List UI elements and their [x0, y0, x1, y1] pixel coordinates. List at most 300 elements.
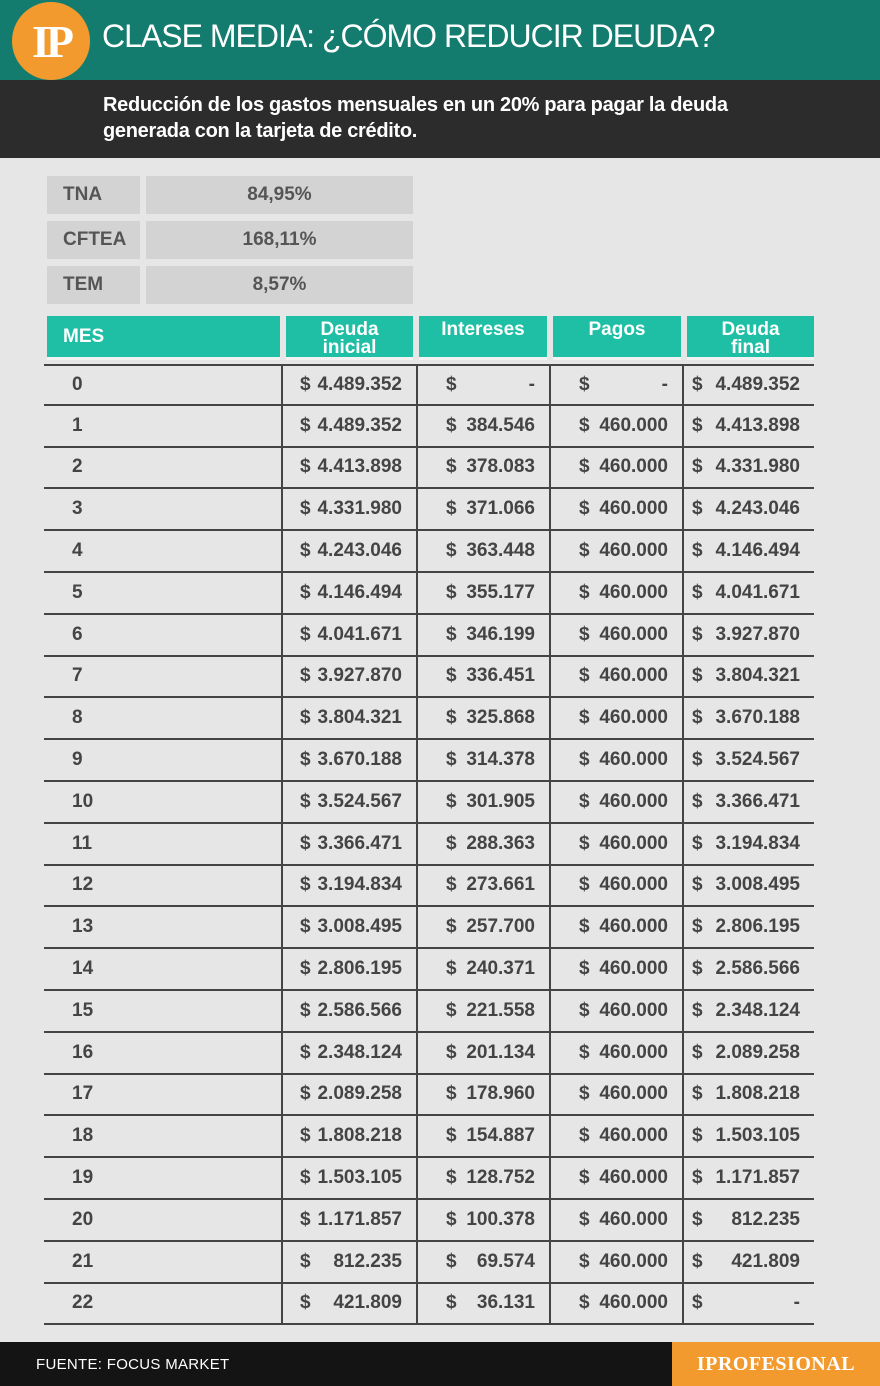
amount: 378.083	[466, 456, 535, 478]
deuda-inicial-cell	[281, 991, 416, 1031]
deuda-final-cell	[682, 657, 814, 697]
amount: 812.235	[333, 1250, 402, 1272]
mes-cell: 9	[72, 749, 83, 771]
table-row	[44, 1116, 814, 1158]
header-deuda-final: Deuda final	[687, 316, 814, 360]
table-row	[44, 782, 814, 824]
mes-cell: 0	[72, 373, 83, 395]
amount: 325.868	[466, 707, 535, 729]
pagos-cell	[549, 866, 682, 906]
table-row	[44, 1033, 814, 1075]
amount: 371.066	[466, 498, 535, 520]
header-pagos: Pagos	[553, 316, 681, 360]
amount: 4.146.494	[317, 581, 402, 603]
table-row	[44, 907, 814, 949]
currency-symbol: $	[579, 1083, 590, 1105]
currency-symbol: $	[300, 581, 311, 603]
amount: 2.586.566	[317, 999, 402, 1021]
currency-symbol: $	[300, 874, 311, 896]
deuda-final-cell	[682, 531, 814, 571]
currency-symbol: $	[579, 623, 590, 645]
deuda-final-cell	[682, 366, 814, 404]
amount: 69.574	[476, 1250, 535, 1272]
amount: 4.041.671	[317, 623, 402, 645]
amount: 36.131	[476, 1292, 535, 1314]
amount: 4.331.980	[317, 498, 402, 520]
currency-symbol: $	[300, 414, 311, 436]
amount: 2.089.258	[715, 1041, 800, 1063]
currency-symbol: $	[300, 498, 311, 520]
currency-symbol: $	[579, 1250, 590, 1272]
subtitle-bar	[0, 80, 880, 158]
currency-symbol: $	[692, 581, 703, 603]
table-row	[44, 1075, 814, 1117]
currency-symbol: $	[300, 623, 311, 645]
deuda-inicial-cell	[281, 949, 416, 989]
currency-symbol: $	[692, 665, 703, 687]
pagos-cell	[549, 1242, 682, 1282]
amount: 201.134	[466, 1041, 535, 1063]
amount: 3.524.567	[317, 790, 402, 812]
pagos-cell	[549, 366, 682, 404]
rate-value: 84,95%	[146, 176, 413, 214]
amount: 314.378	[466, 749, 535, 771]
pagos-cell	[549, 573, 682, 613]
table-row	[44, 448, 814, 490]
amount: 221.558	[466, 999, 535, 1021]
amount: 421.809	[731, 1250, 800, 1272]
deuda-inicial-cell	[281, 657, 416, 697]
deuda-inicial-cell	[281, 698, 416, 738]
header-intereses: Intereses	[419, 316, 547, 360]
table-row	[44, 1284, 814, 1326]
currency-symbol: $	[692, 456, 703, 478]
intereses-cell	[416, 615, 549, 655]
currency-symbol: $	[579, 707, 590, 729]
pagos-cell	[549, 1116, 682, 1156]
currency-symbol: $	[446, 1250, 457, 1272]
amount: 460.000	[599, 832, 668, 854]
header-deuda-inicial: Deuda inicial	[286, 316, 413, 360]
deuda-final-cell	[682, 907, 814, 947]
amount: 3.804.321	[715, 665, 800, 687]
amount: 240.371	[466, 958, 535, 980]
currency-symbol: $	[446, 749, 457, 771]
rate-row-tna	[47, 176, 413, 214]
currency-symbol: $	[692, 749, 703, 771]
pagos-cell	[549, 1284, 682, 1324]
amount: 3.008.495	[317, 916, 402, 938]
currency-symbol: $	[692, 540, 703, 562]
mes-cell: 8	[72, 707, 83, 729]
deuda-final-cell	[682, 991, 814, 1031]
amount: 460.000	[599, 707, 668, 729]
amount: 460.000	[599, 999, 668, 1021]
pagos-cell	[549, 615, 682, 655]
currency-symbol: $	[579, 456, 590, 478]
deuda-final-cell	[682, 1075, 814, 1115]
deuda-inicial-cell	[281, 1033, 416, 1073]
table-row	[44, 1200, 814, 1242]
currency-symbol: $	[446, 1083, 457, 1105]
currency-symbol: $	[446, 707, 457, 729]
brand-logo: IPROFESIONAL	[672, 1342, 880, 1386]
amount: 4.331.980	[715, 456, 800, 478]
currency-symbol: $	[579, 1292, 590, 1314]
amount: 460.000	[599, 540, 668, 562]
currency-symbol: $	[692, 707, 703, 729]
amount: 460.000	[599, 1292, 668, 1314]
table-row	[44, 740, 814, 782]
deuda-inicial-cell	[281, 1242, 416, 1282]
deuda-final-cell	[682, 1033, 814, 1073]
deuda-final-cell	[682, 1284, 814, 1324]
currency-symbol: $	[579, 1125, 590, 1147]
intereses-cell	[416, 1284, 549, 1324]
rate-row-tem	[47, 266, 413, 304]
amount: 460.000	[599, 623, 668, 645]
table-row	[44, 657, 814, 699]
currency-symbol: $	[446, 623, 457, 645]
amount: 1.808.218	[715, 1083, 800, 1105]
currency-symbol: $	[579, 414, 590, 436]
amount: 288.363	[466, 832, 535, 854]
amount: 460.000	[599, 1041, 668, 1063]
intereses-cell	[416, 949, 549, 989]
amount: 2.348.124	[317, 1041, 402, 1063]
deuda-inicial-cell	[281, 824, 416, 864]
deuda-final-cell	[682, 1158, 814, 1198]
currency-symbol: $	[300, 1125, 311, 1147]
amount: 460.000	[599, 1208, 668, 1230]
mes-cell: 11	[72, 832, 93, 854]
deuda-final-cell	[682, 949, 814, 989]
amount: 460.000	[599, 665, 668, 687]
amount: 257.700	[466, 916, 535, 938]
currency-symbol: $	[446, 1292, 457, 1314]
amount: 2.348.124	[715, 999, 800, 1021]
currency-symbol: $	[579, 916, 590, 938]
intereses-cell	[416, 824, 549, 864]
currency-symbol: $	[300, 1250, 311, 1272]
deuda-inicial-cell	[281, 1284, 416, 1324]
currency-symbol: $	[300, 916, 311, 938]
currency-symbol: $	[300, 832, 311, 854]
deuda-inicial-cell	[281, 531, 416, 571]
amount: 178.960	[466, 1083, 535, 1105]
amount: 3.008.495	[715, 874, 800, 896]
amount: 460.000	[599, 874, 668, 896]
intereses-cell	[416, 740, 549, 780]
amount: 4.041.671	[715, 581, 800, 603]
ip-logo: IP	[12, 2, 90, 80]
deuda-final-cell	[682, 1242, 814, 1282]
intereses-cell	[416, 448, 549, 488]
amount: 460.000	[599, 749, 668, 771]
currency-symbol: $	[692, 1041, 703, 1063]
debt-table	[44, 364, 814, 1325]
amount: 460.000	[599, 1167, 668, 1189]
currency-symbol: $	[446, 414, 457, 436]
currency-symbol: $	[692, 958, 703, 980]
amount: 3.670.188	[715, 707, 800, 729]
table-row	[44, 406, 814, 448]
mes-cell: 10	[72, 790, 94, 812]
deuda-inicial-cell	[281, 1158, 416, 1198]
amount: 460.000	[599, 790, 668, 812]
deuda-final-cell	[682, 448, 814, 488]
currency-symbol: $	[446, 540, 457, 562]
deuda-inicial-cell	[281, 489, 416, 529]
amount: 1.503.105	[317, 1167, 402, 1189]
pagos-cell	[549, 949, 682, 989]
pagos-cell	[549, 782, 682, 822]
deuda-final-cell	[682, 698, 814, 738]
rate-label: TNA	[47, 176, 140, 214]
intereses-cell	[416, 489, 549, 529]
deuda-final-cell	[682, 489, 814, 529]
currency-symbol: $	[579, 999, 590, 1021]
intereses-cell	[416, 1033, 549, 1073]
deuda-inicial-cell	[281, 448, 416, 488]
amount: 336.451	[466, 665, 535, 687]
amount: 273.661	[466, 874, 535, 896]
currency-symbol: $	[446, 498, 457, 520]
table-row	[44, 824, 814, 866]
table-row	[44, 573, 814, 615]
amount: 460.000	[599, 456, 668, 478]
currency-symbol: $	[692, 414, 703, 436]
table-row	[44, 949, 814, 991]
amount: 2.089.258	[317, 1083, 402, 1105]
currency-symbol: $	[692, 874, 703, 896]
amount: 3.194.834	[715, 832, 800, 854]
table-row	[44, 489, 814, 531]
amount: 460.000	[599, 916, 668, 938]
currency-symbol: $	[300, 373, 311, 395]
amount: 4.243.046	[317, 540, 402, 562]
currency-symbol: $	[579, 958, 590, 980]
currency-symbol: $	[579, 373, 590, 395]
mes-cell: 17	[72, 1083, 94, 1105]
amount: 3.804.321	[317, 707, 402, 729]
amount: 4.489.352	[317, 373, 402, 395]
intereses-cell	[416, 1116, 549, 1156]
deuda-final-cell	[682, 740, 814, 780]
currency-symbol: $	[579, 581, 590, 603]
mes-cell: 18	[72, 1125, 94, 1147]
mes-cell: 13	[72, 916, 94, 938]
amount: 346.199	[466, 623, 535, 645]
currency-symbol: $	[579, 665, 590, 687]
pagos-cell	[549, 1033, 682, 1073]
pagos-cell	[549, 448, 682, 488]
amount: 460.000	[599, 958, 668, 980]
table-row	[44, 1158, 814, 1200]
pagos-cell	[549, 531, 682, 571]
intereses-cell	[416, 657, 549, 697]
currency-symbol: $	[579, 1167, 590, 1189]
amount: 4.243.046	[715, 498, 800, 520]
deuda-final-cell	[682, 866, 814, 906]
pagos-cell	[549, 657, 682, 697]
amount: 2.806.195	[715, 916, 800, 938]
deuda-inicial-cell	[281, 573, 416, 613]
mes-cell: 7	[72, 665, 83, 687]
currency-symbol: $	[692, 498, 703, 520]
intereses-cell	[416, 991, 549, 1031]
intereses-cell	[416, 1158, 549, 1198]
amount: 460.000	[599, 1250, 668, 1272]
currency-symbol: $	[579, 498, 590, 520]
currency-symbol: $	[579, 749, 590, 771]
pagos-cell	[549, 489, 682, 529]
amount: 460.000	[599, 1125, 668, 1147]
rate-value: 168,11%	[146, 221, 413, 259]
pagos-cell	[549, 991, 682, 1031]
pagos-cell	[549, 907, 682, 947]
currency-symbol: $	[300, 1167, 311, 1189]
mes-cell: 6	[72, 623, 83, 645]
intereses-cell	[416, 782, 549, 822]
deuda-inicial-cell	[281, 1075, 416, 1115]
page-title: CLASE MEDIA: ¿CÓMO REDUCIR DEUDA?	[102, 18, 715, 54]
currency-symbol: $	[579, 1208, 590, 1230]
table-row	[44, 615, 814, 657]
currency-symbol: $	[300, 1208, 311, 1230]
deuda-final-cell	[682, 615, 814, 655]
currency-symbol: $	[300, 665, 311, 687]
amount: 4.413.898	[715, 414, 800, 436]
mes-cell: 15	[72, 999, 94, 1021]
intereses-cell	[416, 573, 549, 613]
amount: 1.171.857	[715, 1167, 800, 1189]
amount: 3.366.471	[317, 832, 402, 854]
table-row	[44, 698, 814, 740]
amount: 4.489.352	[317, 414, 402, 436]
amount: 4.489.352	[715, 373, 800, 395]
table-row	[44, 364, 814, 406]
amount: 2.586.566	[715, 958, 800, 980]
amount: 3.194.834	[317, 874, 402, 896]
currency-symbol: $	[692, 1208, 703, 1230]
deuda-inicial-cell	[281, 907, 416, 947]
currency-symbol: $	[300, 1292, 311, 1314]
currency-symbol: $	[446, 832, 457, 854]
mes-cell: 5	[72, 581, 83, 603]
amount: 4.413.898	[317, 456, 402, 478]
pagos-cell	[549, 1075, 682, 1115]
currency-symbol: $	[579, 1041, 590, 1063]
amount: 3.670.188	[317, 749, 402, 771]
currency-symbol: $	[300, 999, 311, 1021]
amount: -	[793, 1292, 800, 1314]
deuda-final-cell	[682, 573, 814, 613]
amount: 128.752	[466, 1167, 535, 1189]
amount: 3.524.567	[715, 749, 800, 771]
currency-symbol: $	[300, 456, 311, 478]
mes-cell: 21	[72, 1250, 94, 1272]
header-bar	[0, 0, 880, 80]
intereses-cell	[416, 1075, 549, 1115]
pagos-cell	[549, 698, 682, 738]
amount: 1.808.218	[317, 1125, 402, 1147]
amount: 384.546	[466, 414, 535, 436]
amount: 460.000	[599, 581, 668, 603]
amount: 460.000	[599, 498, 668, 520]
pagos-cell	[549, 1158, 682, 1198]
amount: -	[661, 373, 668, 395]
table-row	[44, 531, 814, 573]
currency-symbol: $	[579, 832, 590, 854]
footer-bar	[0, 1342, 880, 1386]
amount: 1.503.105	[715, 1125, 800, 1147]
mes-cell: 4	[72, 540, 83, 562]
mes-cell: 3	[72, 498, 83, 520]
amount: 2.806.195	[317, 958, 402, 980]
mes-cell: 20	[72, 1208, 94, 1230]
rate-label: CFTEA	[47, 221, 140, 259]
amount: 100.378	[466, 1208, 535, 1230]
currency-symbol: $	[300, 540, 311, 562]
amount: 1.171.857	[317, 1208, 402, 1230]
currency-symbol: $	[692, 999, 703, 1021]
currency-symbol: $	[446, 1167, 457, 1189]
page-subtitle: Reducción de los gastos mensuales en un 20% para pagar la deuda generada con la tarjeta de crédito.	[103, 94, 728, 142]
pagos-cell	[549, 406, 682, 446]
amount: 812.235	[731, 1208, 800, 1230]
amount: -	[528, 373, 535, 395]
amount: 460.000	[599, 414, 668, 436]
intereses-cell	[416, 366, 549, 404]
table-row	[44, 991, 814, 1033]
currency-symbol: $	[692, 373, 703, 395]
header-mes: MES	[47, 316, 280, 360]
rate-row-cftea	[47, 221, 413, 259]
intereses-cell	[416, 698, 549, 738]
amount: 355.177	[466, 581, 535, 603]
mes-cell: 19	[72, 1167, 94, 1189]
intereses-cell	[416, 406, 549, 446]
currency-symbol: $	[692, 790, 703, 812]
currency-symbol: $	[446, 958, 457, 980]
currency-symbol: $	[300, 749, 311, 771]
currency-symbol: $	[446, 456, 457, 478]
currency-symbol: $	[579, 540, 590, 562]
currency-symbol: $	[300, 1041, 311, 1063]
currency-symbol: $	[446, 1041, 457, 1063]
mes-cell: 22	[72, 1292, 94, 1314]
deuda-inicial-cell	[281, 1116, 416, 1156]
deuda-final-cell	[682, 824, 814, 864]
table-row	[44, 1242, 814, 1284]
intereses-cell	[416, 907, 549, 947]
currency-symbol: $	[446, 999, 457, 1021]
currency-symbol: $	[692, 1292, 703, 1314]
currency-symbol: $	[446, 790, 457, 812]
currency-symbol: $	[446, 373, 457, 395]
currency-symbol: $	[579, 790, 590, 812]
amount: 460.000	[599, 1083, 668, 1105]
rate-value: 8,57%	[146, 266, 413, 304]
deuda-inicial-cell	[281, 866, 416, 906]
pagos-cell	[549, 1200, 682, 1240]
amount: 421.809	[333, 1292, 402, 1314]
deuda-inicial-cell	[281, 615, 416, 655]
deuda-final-cell	[682, 782, 814, 822]
currency-symbol: $	[692, 832, 703, 854]
pagos-cell	[549, 740, 682, 780]
